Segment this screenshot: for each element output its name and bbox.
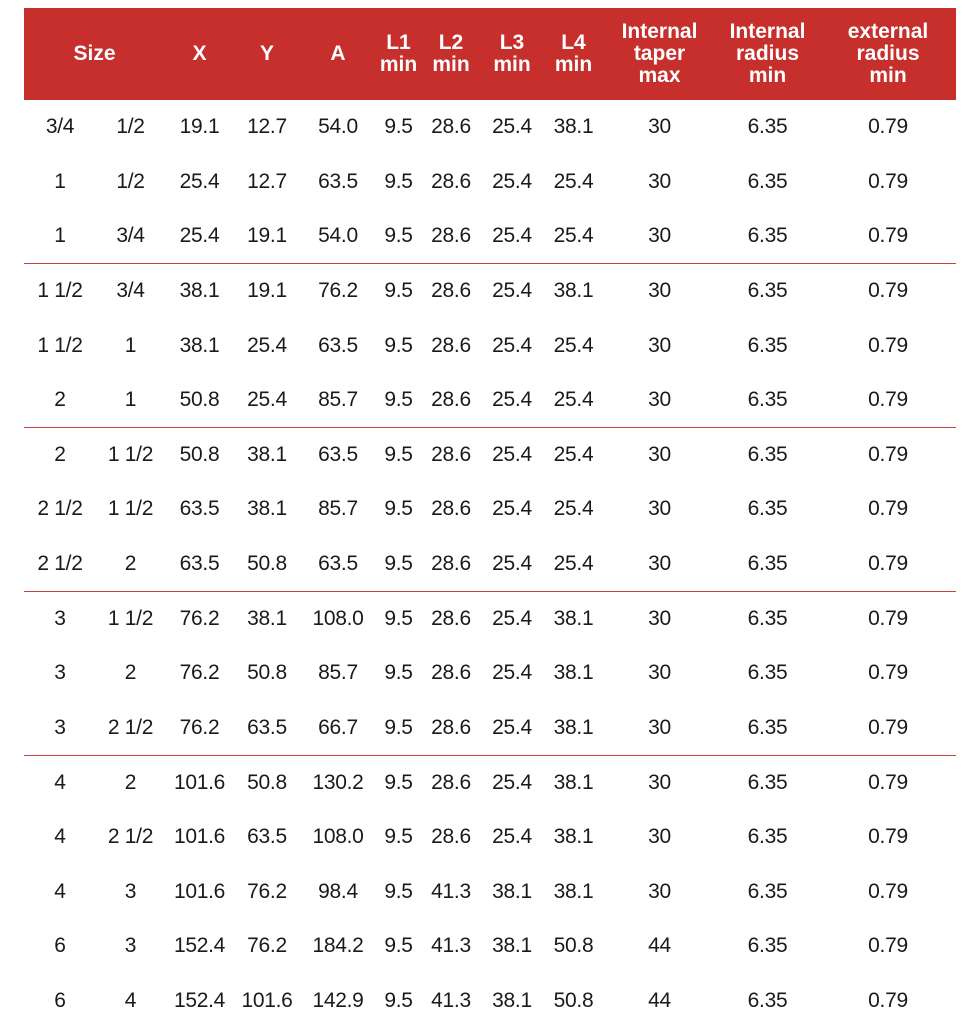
cell-a: 76.2 <box>300 264 376 319</box>
cell-l2: 28.6 <box>421 428 481 483</box>
cell-internal-taper: 30 <box>648 115 671 139</box>
cell-y: 12.7 <box>247 115 287 139</box>
cell-internal-taper: 30 <box>604 264 715 319</box>
cell-external-radius: 0.79 <box>868 333 908 357</box>
cell-a: 63.5 <box>300 428 376 483</box>
cell-l3: 25.4 <box>492 551 532 575</box>
cell-size-large: 1 <box>54 224 66 248</box>
cell-l3: 25.4 <box>481 428 543 483</box>
cell-size-small: 3/4 <box>96 264 165 319</box>
cell-l3: 25.4 <box>481 591 543 646</box>
cell-y: 12.7 <box>247 169 287 193</box>
header-y: Y <box>259 42 274 65</box>
cell-size-large: 2 <box>24 428 96 483</box>
cell-l1: 9.5 <box>384 224 413 248</box>
cell-size-large: 2 1/2 <box>37 497 83 521</box>
cell-a: 108.0 <box>300 591 376 646</box>
cell-external-radius: 0.79 <box>868 825 908 849</box>
table-row <box>24 646 956 701</box>
cell-l3: 25.4 <box>492 715 532 739</box>
table-row <box>24 864 956 919</box>
cell-internal-radius: 6.35 <box>747 169 788 193</box>
cell-external-radius: 0.79 <box>868 879 908 903</box>
cell-l2: 28.6 <box>421 264 481 319</box>
cell-external-radius: 0.79 <box>868 661 908 685</box>
header-x: X <box>192 42 207 65</box>
cell-l4: 38.1 <box>543 755 604 810</box>
cell-x: 38.1 <box>165 264 234 319</box>
cell-size-small: 1 <box>124 333 137 357</box>
table-row <box>24 318 956 373</box>
cell-l1: 9.5 <box>384 879 413 903</box>
cell-y: 63.5 <box>247 825 287 849</box>
cell-l1: 9.5 <box>384 333 413 357</box>
cell-l4: 38.1 <box>543 591 604 646</box>
header-internal-taper-line: taper <box>633 42 686 65</box>
cell-a: 85.7 <box>318 388 358 412</box>
cell-a: 66.7 <box>318 715 358 739</box>
cell-x: 101.6 <box>173 825 226 849</box>
cell-l4: 38.1 <box>553 115 594 139</box>
cell-x: 25.4 <box>179 224 220 248</box>
cell-x: 152.4 <box>173 988 226 1012</box>
cell-l1: 9.5 <box>384 934 413 958</box>
cell-internal-taper: 30 <box>604 428 715 483</box>
cell-x: 63.5 <box>179 497 220 521</box>
cell-l2: 28.6 <box>431 825 471 849</box>
cell-l1: 9.5 <box>376 264 421 319</box>
cell-l4: 38.1 <box>553 879 594 903</box>
cell-l2: 28.6 <box>431 224 471 248</box>
table-row <box>24 919 956 974</box>
cell-l4: 38.1 <box>543 264 604 319</box>
cell-external-radius: 0.79 <box>868 169 908 193</box>
header-size: Size <box>73 42 116 65</box>
cell-size-large: 1 <box>54 169 66 193</box>
dimension-table <box>24 8 956 1028</box>
cell-l3: 25.4 <box>492 388 532 412</box>
cell-l4: 25.4 <box>553 169 594 193</box>
cell-y: 76.2 <box>247 934 287 958</box>
cell-y: 19.1 <box>247 224 287 248</box>
header-row <box>24 8 956 100</box>
cell-l2: 28.6 <box>431 333 471 357</box>
cell-internal-radius: 6.35 <box>715 428 820 483</box>
cell-l3: 25.4 <box>492 661 532 685</box>
table-row <box>24 701 956 756</box>
cell-size-small: 3 <box>124 934 137 958</box>
table-row <box>24 100 956 155</box>
table-row <box>24 810 956 865</box>
cell-y: 25.4 <box>247 333 287 357</box>
cell-x: 76.2 <box>179 661 220 685</box>
header-l4 <box>543 8 604 100</box>
cell-external-radius: 0.79 <box>868 388 908 412</box>
cell-a: 85.7 <box>318 661 358 685</box>
cell-external-radius: 0.79 <box>868 715 908 739</box>
cell-a: 63.5 <box>318 551 358 575</box>
header-external-radius <box>820 8 956 100</box>
cell-l2: 28.6 <box>431 715 471 739</box>
cell-l2: 28.6 <box>431 661 471 685</box>
cell-a: 54.0 <box>318 224 358 248</box>
table-row <box>24 155 956 210</box>
cell-l4: 38.1 <box>553 715 594 739</box>
cell-internal-taper: 30 <box>648 388 671 412</box>
cell-external-radius: 0.79 <box>820 428 956 483</box>
cell-size-large: 6 <box>54 934 66 958</box>
cell-internal-taper: 30 <box>648 879 671 903</box>
cell-y: 38.1 <box>247 497 287 521</box>
cell-l1: 9.5 <box>384 497 413 521</box>
cell-x: 101.6 <box>165 755 234 810</box>
cell-size-large: 3 <box>54 661 66 685</box>
cell-l2: 28.6 <box>431 169 471 193</box>
cell-a: 184.2 <box>312 934 364 958</box>
header-l1 <box>376 8 421 100</box>
cell-l2: 28.6 <box>431 388 471 412</box>
header-l2-line: L2 <box>438 31 464 54</box>
cell-internal-taper: 30 <box>604 755 715 810</box>
header-internal-radius-line: radius <box>735 42 800 65</box>
cell-internal-radius: 6.35 <box>747 388 788 412</box>
cell-external-radius: 0.79 <box>820 264 956 319</box>
cell-external-radius: 0.79 <box>868 988 908 1012</box>
header-internal-radius-line: Internal <box>729 20 806 43</box>
cell-a: 54.0 <box>318 115 358 139</box>
cell-internal-radius: 6.35 <box>747 988 788 1012</box>
cell-l4: 50.8 <box>553 934 594 958</box>
cell-internal-radius: 6.35 <box>715 591 820 646</box>
cell-internal-radius: 6.35 <box>747 115 788 139</box>
cell-l3: 38.1 <box>492 934 532 958</box>
cell-l2: 41.3 <box>431 934 471 958</box>
cell-l1: 9.5 <box>384 988 413 1012</box>
cell-size-small: 2 <box>96 755 165 810</box>
cell-internal-taper: 30 <box>648 224 671 248</box>
cell-a: 98.4 <box>318 879 358 903</box>
cell-l2: 28.6 <box>431 551 471 575</box>
cell-internal-taper: 44 <box>648 934 671 958</box>
cell-internal-taper: 30 <box>648 551 671 575</box>
cell-internal-taper: 44 <box>648 988 671 1012</box>
header-l3-line: L3 <box>499 31 525 54</box>
cell-internal-taper: 30 <box>648 715 671 739</box>
cell-a: 85.7 <box>318 497 358 521</box>
cell-l4: 25.4 <box>553 551 594 575</box>
cell-size-large: 4 <box>54 879 66 903</box>
header-internal-radius <box>715 8 820 100</box>
cell-internal-taper: 30 <box>648 497 671 521</box>
cell-l3: 25.4 <box>492 224 532 248</box>
cell-y: 63.5 <box>247 715 287 739</box>
table-row <box>24 209 956 264</box>
cell-y: 25.4 <box>247 388 287 412</box>
cell-l1: 9.5 <box>384 661 413 685</box>
cell-size-small: 3/4 <box>116 224 145 248</box>
cell-x: 19.1 <box>179 115 220 139</box>
header-external-radius-line: radius <box>856 42 920 65</box>
cell-size-large: 1 1/2 <box>37 333 83 357</box>
cell-size-small: 1/2 <box>116 115 145 139</box>
cell-l1: 9.5 <box>384 715 413 739</box>
cell-l1: 9.5 <box>376 591 421 646</box>
cell-internal-radius: 6.35 <box>747 825 788 849</box>
header-l2 <box>421 8 481 100</box>
cell-internal-taper: 30 <box>648 825 671 849</box>
cell-l2: 41.3 <box>431 988 471 1012</box>
table-header <box>24 8 956 100</box>
cell-x: 152.4 <box>173 934 226 958</box>
cell-internal-taper: 30 <box>604 591 715 646</box>
cell-l3: 25.4 <box>492 115 532 139</box>
header-a: A <box>330 42 346 65</box>
cell-size-small: 4 <box>124 988 137 1012</box>
cell-l4: 25.4 <box>543 428 604 483</box>
cell-l4: 25.4 <box>553 333 594 357</box>
dimension-table-container <box>24 8 956 1028</box>
header-internal-radius-line: min <box>748 64 787 87</box>
cell-external-radius: 0.79 <box>868 551 908 575</box>
cell-internal-radius: 6.35 <box>747 497 788 521</box>
header-l4-line: min <box>554 53 593 76</box>
cell-size-small: 1 <box>124 388 137 412</box>
cell-internal-taper: 30 <box>648 661 671 685</box>
cell-internal-radius: 6.35 <box>747 224 788 248</box>
header-l3 <box>481 8 543 100</box>
header-internal-taper-line: Internal <box>621 20 698 43</box>
cell-size-small: 2 1/2 <box>107 715 154 739</box>
table-row <box>24 591 956 646</box>
cell-l4: 25.4 <box>553 224 594 248</box>
cell-size-large: 1 1/2 <box>24 264 96 319</box>
cell-external-radius: 0.79 <box>868 934 908 958</box>
cell-l3: 25.4 <box>481 264 543 319</box>
cell-external-radius: 0.79 <box>820 591 956 646</box>
cell-l3: 25.4 <box>492 497 532 521</box>
cell-y: 50.8 <box>234 755 300 810</box>
header-l4-line: L4 <box>561 31 586 54</box>
cell-x: 50.8 <box>165 428 234 483</box>
header-l1-line: min <box>379 53 418 76</box>
cell-size-large: 6 <box>54 988 66 1012</box>
cell-a: 130.2 <box>300 755 376 810</box>
cell-size-large: 2 1/2 <box>37 551 83 575</box>
table-row <box>24 974 956 1029</box>
cell-x: 101.6 <box>173 879 226 903</box>
header-l1-line: L1 <box>386 31 411 54</box>
cell-l2: 28.6 <box>421 755 481 810</box>
cell-size-small: 2 1/2 <box>107 825 154 849</box>
cell-l3: 25.4 <box>481 755 543 810</box>
table-body <box>24 100 956 1028</box>
cell-size-small: 1/2 <box>116 169 145 193</box>
cell-internal-radius: 6.35 <box>715 264 820 319</box>
cell-y: 38.1 <box>234 428 300 483</box>
cell-external-radius: 0.79 <box>868 497 908 521</box>
cell-internal-radius: 6.35 <box>747 661 788 685</box>
cell-size-large: 4 <box>54 825 66 849</box>
header-internal-taper-line: max <box>638 64 681 87</box>
cell-x: 50.8 <box>179 388 220 412</box>
cell-size-large: 4 <box>24 755 96 810</box>
cell-size-large: 3 <box>54 715 66 739</box>
cell-l4: 38.1 <box>553 825 594 849</box>
cell-l3: 25.4 <box>492 825 532 849</box>
cell-x: 76.2 <box>179 715 220 739</box>
cell-size-large: 2 <box>54 388 66 412</box>
cell-l1: 9.5 <box>384 115 413 139</box>
cell-y: 76.2 <box>247 879 287 903</box>
cell-size-small: 2 <box>124 551 137 575</box>
cell-l3: 25.4 <box>492 169 532 193</box>
cell-internal-radius: 6.35 <box>747 879 788 903</box>
cell-y: 19.1 <box>234 264 300 319</box>
cell-l1: 9.5 <box>384 388 413 412</box>
cell-internal-radius: 6.35 <box>747 934 788 958</box>
header-l2-line: min <box>432 53 470 76</box>
cell-l1: 9.5 <box>376 428 421 483</box>
cell-internal-taper: 30 <box>648 169 671 193</box>
cell-l2: 28.6 <box>421 591 481 646</box>
cell-l3: 25.4 <box>492 333 532 357</box>
table-row <box>24 755 956 810</box>
cell-y: 38.1 <box>234 591 300 646</box>
cell-size-large: 3 <box>24 591 96 646</box>
cell-l3: 38.1 <box>492 988 532 1012</box>
header-internal-taper <box>604 8 715 100</box>
cell-l1: 9.5 <box>384 551 413 575</box>
cell-external-radius: 0.79 <box>868 224 908 248</box>
cell-size-large: 3/4 <box>45 115 75 139</box>
cell-l1: 9.5 <box>384 825 413 849</box>
cell-l4: 25.4 <box>553 497 594 521</box>
cell-a: 63.5 <box>318 169 358 193</box>
table-row <box>24 537 956 592</box>
cell-internal-radius: 6.35 <box>747 551 788 575</box>
cell-internal-radius: 6.35 <box>715 755 820 810</box>
cell-size-small: 3 <box>124 879 137 903</box>
cell-a: 108.0 <box>312 825 364 849</box>
cell-a: 63.5 <box>318 333 358 357</box>
cell-y: 50.8 <box>247 661 287 685</box>
cell-l2: 28.6 <box>431 497 471 521</box>
cell-l2: 28.6 <box>431 115 471 139</box>
cell-l1: 9.5 <box>384 169 413 193</box>
cell-y: 101.6 <box>241 988 293 1012</box>
cell-l2: 41.3 <box>431 879 471 903</box>
header-external-radius-line: min <box>869 64 907 87</box>
cell-size-small: 1 1/2 <box>107 497 154 521</box>
header-l3-line: min <box>493 53 531 76</box>
cell-size-small: 1 1/2 <box>96 591 165 646</box>
cell-internal-radius: 6.35 <box>747 715 788 739</box>
table-row <box>24 373 956 428</box>
cell-x: 76.2 <box>165 591 234 646</box>
cell-y: 50.8 <box>247 551 287 575</box>
cell-l4: 50.8 <box>553 988 594 1012</box>
cell-size-small: 2 <box>124 661 137 685</box>
cell-internal-taper: 30 <box>648 333 671 357</box>
table-row <box>24 482 956 537</box>
table-row <box>24 264 956 319</box>
cell-x: 63.5 <box>179 551 220 575</box>
cell-size-small: 1 1/2 <box>96 428 165 483</box>
cell-external-radius: 0.79 <box>820 755 956 810</box>
table-row <box>24 428 956 483</box>
cell-a: 142.9 <box>312 988 364 1012</box>
cell-x: 25.4 <box>179 169 220 193</box>
header-external-radius-line: external <box>847 20 929 43</box>
cell-internal-radius: 6.35 <box>747 333 788 357</box>
cell-l4: 25.4 <box>553 388 594 412</box>
cell-external-radius: 0.79 <box>868 115 908 139</box>
cell-l1: 9.5 <box>376 755 421 810</box>
cell-l4: 38.1 <box>553 661 594 685</box>
cell-x: 38.1 <box>179 333 220 357</box>
cell-l3: 38.1 <box>492 879 532 903</box>
